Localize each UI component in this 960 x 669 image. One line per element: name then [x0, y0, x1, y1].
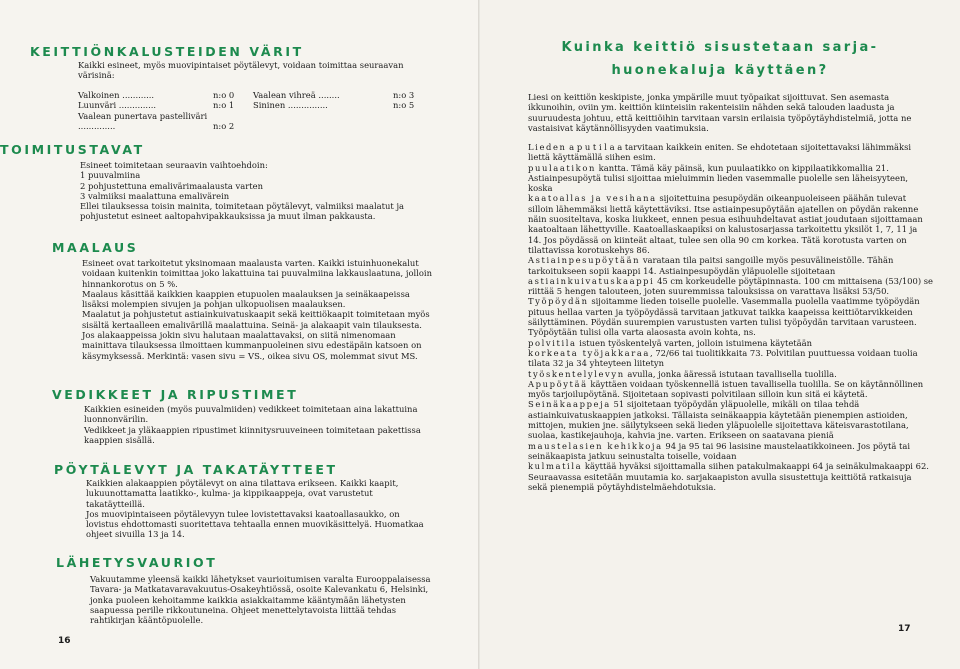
right-title-line1: Kuinka keittiö sisustetaan sarja- — [561, 40, 879, 55]
painting-paragraph: Jos alakaappeissa jokin sivu halutaan maalattavaksi, on siitä nimenomaan mainittava tilauksessa ilmoittaen kummanpuoleinen sivu edestäpäin katsoen on käsymyksessä. Merkintä: vasen sivu = VS., oikea sivu OS, molemmat sivut MS. — [82, 330, 422, 361]
right-item — [528, 255, 933, 276]
color-code: n:o 5 — [393, 100, 415, 111]
right-item — [528, 441, 933, 462]
right-item — [528, 142, 933, 163]
hooks-heading: VEDIKKEET JA RIPUSTIMET — [52, 387, 299, 402]
right-item — [528, 193, 933, 255]
surface-heading: TOIMITUSTAVAT — [0, 142, 145, 157]
color-code: n:o 2 — [213, 120, 235, 131]
item-lead: puulaatikon — [528, 162, 596, 173]
tables-heading: PÖYTÄLEVYT JA TAKATÄYTTEET — [54, 462, 338, 477]
right-item — [528, 348, 933, 369]
color-name: Valkoinen ............ — [78, 90, 155, 100]
surface-line: 3 valmiiksi maalattuna emalivärein — [80, 190, 230, 201]
surface-line: 2 pohjustettuna emalivärimaalausta varten — [80, 180, 263, 191]
item-text: avulla, jonka ääressä istutaan tavallisella tuolilla. — [624, 368, 837, 379]
item-text: 51 sijoitetaan työpöydän yläpuolelle, mikäli on tilaa tehdä astiainkuivatuskaappien jatkoksi. Tällaista seinäkaappia käytetään pienempien astioiden, mittojen, mukien jne. säilytykseen sekä lieden yläpuolelle sijoitettava käteisvarastotilana, suolaa, kastikejauhoja, kahvia jne. varten. Erikseen on saatavana pieniä — [528, 399, 909, 441]
damage-heading: LÄHETYSVAURIOT — [56, 555, 218, 570]
item-lead: kulmatila — [528, 461, 583, 472]
colors-heading: KEITTIÖNKALUSTEIDEN VÄRIT — [30, 44, 304, 59]
color-code: n:o 0 — [213, 90, 235, 100]
item-text: kantta. Tämä käy päinsä, kun puulaatikko on kippilaatikkomallia 21. Astiainpesupöytä tulisi sijoittaa mieluimmin lieden vasemmalle puolelle sen läheisyyteen, koska — [528, 162, 909, 194]
item-lead: Astiainpesupöytään — [528, 255, 641, 266]
right-item — [528, 338, 933, 348]
item-lead: kaatoallas ja vesihana — [528, 193, 657, 204]
right-item — [528, 163, 933, 194]
color-name: Luunväri .............. — [78, 100, 157, 111]
painting-paragraph: Esineet ovat tarkoitetut yksinomaan maalausta varten. Kaikki istuinhuonekalut voidaan kuitenkin toimittaa joko lakattuina tai puuvalmiina lakkauslaatuna, jolloin hinnankorotus on 5 %. — [82, 258, 432, 289]
color-name: Vaalean punertava pastelliväri .............. — [78, 110, 208, 131]
surface-line: Esineet toimitetaan seuraavin vaihtoehdoin: — [80, 160, 268, 170]
right-title-line2: huonekaluja käyttäen? — [611, 63, 829, 78]
right-item — [528, 399, 933, 440]
right-title — [480, 36, 960, 82]
item-text: käyttää hyväksi sijoittamalla siihen patakulmakaappi 64 ja seinäkulmakaappi 62. Seuraavassa esitetään muutamia ko. sarjakaapiston avulla sisustettuja keittiötä ratkaisuja sekä pienempiä pöytäyhdistelmäehdotuksia. — [528, 461, 929, 492]
item-lead: korkeata työjakkaraa — [528, 347, 651, 358]
color-code: n:o 1 — [213, 100, 235, 111]
item-lead: polvitila — [528, 337, 577, 348]
item-lead: astiainkuivatuskaappi — [528, 275, 655, 286]
tables-block — [86, 478, 434, 540]
hooks-block — [84, 404, 432, 445]
surface-line: Ellei tilauksessa toisin mainita, toimitetaan pöytälevyt, valmiiksi maalatut ja pohjustetut esineet aaltopahvipakkauksissa ja muut ilman pakkausta. — [80, 201, 405, 222]
item-text: , 72/66 tai tuolitikkaita 73. Polvitilan puuttuessa voidaan tuolia tilata 32 ja 34 yhteyteen liitetyn — [528, 347, 918, 369]
color-code: n:o 3 — [393, 90, 415, 100]
hooks-paragraph: Kaikkien esineiden (myös puuvalmiiden) vedikkeet toimitetaan aina lakattuina luonnonvärilin. — [84, 404, 418, 425]
item-lead: työskentelylevyn — [528, 368, 625, 379]
color-table — [78, 90, 414, 131]
damage-block — [90, 574, 435, 625]
right-item — [528, 379, 933, 400]
painting-paragraph: Maalatut ja pohjustetut astiainkuivatuskaapit sekä keittiökaapit toimitetaan myös sisältä kertaalleen emalivärillä maalattuina. Seinä- ja alakaapit vain tilauksesta. — [82, 309, 430, 330]
page-number-right: 17 — [898, 624, 911, 634]
item-text: 45 cm korkeudelle pöytäpinnasta. 100 cm mittaisena (53/100) se riittää 5 hengen talouteen, joten suuremmissa talouksissa on varattava lisäksi 53/50. — [528, 275, 933, 297]
right-page — [480, 0, 960, 669]
item-lead: Seinäkaappeja — [528, 399, 611, 410]
painting-block — [82, 258, 432, 361]
right-intro — [528, 92, 933, 133]
intro-paragraph: Liesi on keittiön keskipiste, jonka ympärille muut työpaikat sijoittuvat. Sen asemasta ikkunoihin, oviin ym. keittiön kiinteisiin rakenteisiin nähden sekä talouden laadusta ja suuruudesta johtuu, että keittiöihin tarvitaan varsin erilaisia työpöytäyhdistelmiä, jotta ne vastaisivat käytännöllisyyden vaatimuksia. — [528, 92, 912, 133]
tables-paragraph: Kaikkien alakaappien pöytälevyt on aina tilattava erikseen. Kaikki kaapit, lukuunottamatta laatikko-, kulma- ja kippikaappeja, ovat varustetut takatäytteillä. — [86, 478, 399, 509]
right-item — [528, 369, 933, 379]
item-lead: Apupöytää — [528, 378, 588, 389]
color-name: Vaalean vihreä ........ — [253, 90, 340, 100]
painting-heading: MAALAUS — [52, 240, 139, 255]
item-text: varataan tila paitsi sangoille myös pesuvälineistölle. Tähän tarkoitukseen sopii kaappi 14. Astiainpesupöydän yläpuolelle sijoitetaan — [528, 255, 894, 276]
item-text: käyttäen voidaan työskennellä istuen tavallisella tuolilla. Se on käytännöllinen myös tarjoilupöytänä. Sijoitetaan sopivasti polvitilaan silloin kun sitä ei käytetä. — [528, 378, 924, 400]
colors-intro: Kaikki esineet, myös muovipintaiset pöytälevyt, voidaan toimittaa seuraavan värisinä: — [78, 60, 404, 81]
item-text: sijoitettuina pesupöydän oikeanpuoleiseen päähän tulevat silloin lähemmäksi liettä käytettäviksi. Itse astiainpesupöytään ajatellen on pöydän rakenne näin suositeltava, koska liukkeet, ennen pesua esihuuhdeltavat astiat joudutaan sijoittamaan kaatoaltaan lähettyville. Kaatoallaskaapiksi on kalustosarjassa tarkoitettu yksilöt 1, 7, 11 ja 14. Jos pöydässä on kiinteät altaat, tulee sen olla 90 cm korkea. Tätä korotusta varten on tilattavissa korotuskehys 86. — [528, 193, 923, 255]
item-lead: maustelasien kehikkoja — [528, 440, 663, 451]
page-number-left: 16 — [58, 636, 71, 646]
color-name: Sininen ............... — [253, 100, 328, 111]
damage-paragraph: Vakuutamme yleensä kaikki lähetykset vaurioitumisen varalta Eurooppalaisessa Tavara- ja Matkatavaravakuutus-Osakeyhtiössä, osoite Kalevankatu 6, Helsinki, jonka puoleen kehoitamme kaikkia asiakkaitamme kääntymään lähetysten saapuessa perille rikkoutuneina. Ohjeet menettelytavoista liittää tehdas rahtikirjan kääntöpuolelle. — [90, 574, 431, 626]
item-text: a p u t i l a a tarvitaan kaikkein eniten. Se ehdotetaan sijoitettavaksi lähimmäksi liettä käyttämällä siihen esim. — [528, 142, 912, 163]
hooks-paragraph: Vedikkeet ja yläkaappien ripustimet kiinnitysruuveineen toimitetaan pakettissa kaappien sisällä. — [84, 424, 421, 445]
surface-line: 1 puuvalmiina — [80, 170, 141, 181]
item-lead: Lieden — [528, 142, 567, 152]
right-item — [528, 296, 933, 337]
item-text: 94 ja 95 tai 96 lasisine maustelaatikkoineen. Jos pöytä tai seinäkaapista jatkuu seinustalta toiselle, voidaan — [528, 440, 911, 461]
right-items — [528, 142, 933, 492]
item-text: istuen työskentelyä varten, jolloin istuimena käytetään — [576, 337, 813, 348]
tables-paragraph: Jos muovipintaiseen pöytälevyyn tulee lovistettavaksi kaatoallasaukko, on lovistus ehdottomasti suoritettava tehtaalla ennen muovikäsittelyä. Huomatkaa ohjeet sivuilla 13 ja 14. — [86, 508, 424, 540]
item-text: sijoitamme lieden toiselle puolelle. Vasemmalla puolella vaatimme työpöydän pituus hellaa varten ja työpöydässä tarvitaan jatkuvat taikka kaapeissa keittiötarvikkeiden säilyttäminen. Pöydän suurempien varustusten varten tulisi työpöydän tarvitaan varusteen. Työpöytään tulisi olla varta alaosasta avoin kohta, ns. — [528, 296, 920, 338]
surface-block — [80, 160, 430, 222]
painting-paragraph: Maalaus käsittää kaikkien kaappien etupuolen maalauksen ja seinäkaapeissa lisäksi molempien sivujen ja pohjan ulkopuolisen maalauksen. — [82, 288, 410, 310]
right-item — [528, 276, 933, 297]
right-item — [528, 461, 933, 492]
item-lead: Työpöydän — [528, 296, 589, 307]
